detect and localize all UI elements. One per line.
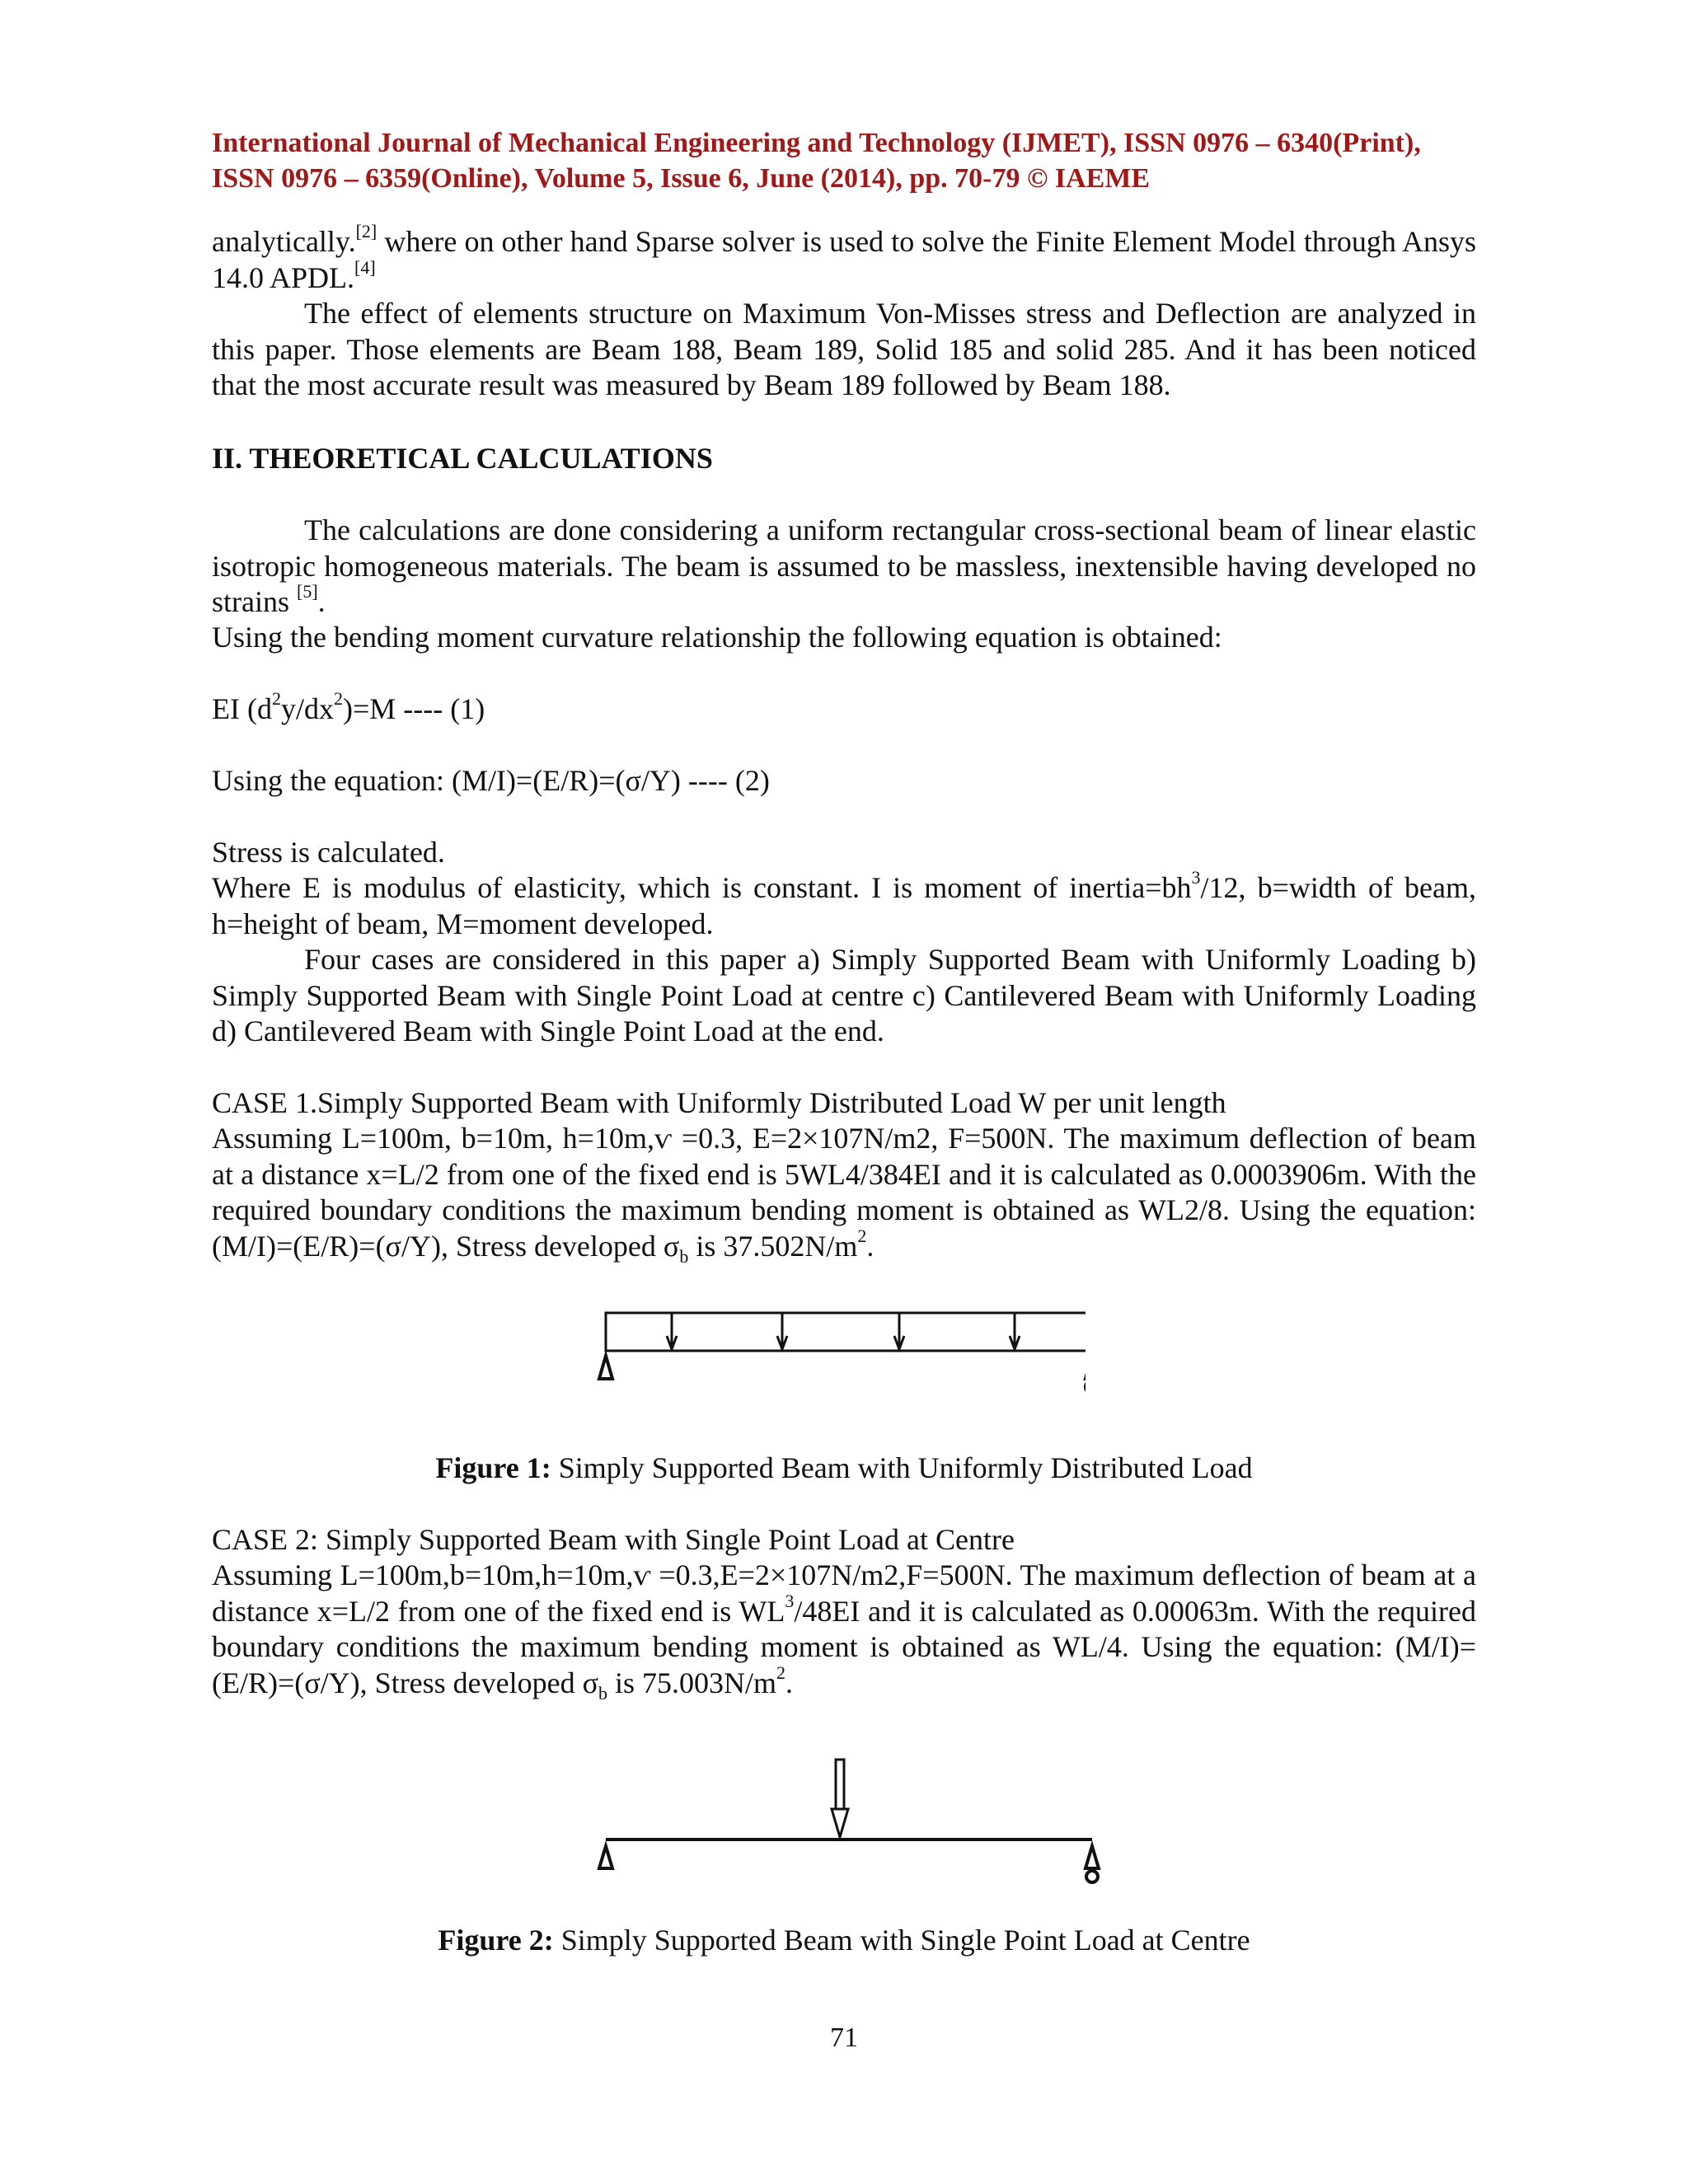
section-paragraph-1: The calculations are done considering a uniform rectangular cross-sectional beam of linear elastic isotropic homogeneous materials. The beam is assumed to be massless, inextensible having developed no strains [5]. (212, 513, 1476, 618)
section-paragraph-3: Stress is calculated. (212, 836, 445, 869)
section-heading: II. THEORETICAL CALCULATIONS (212, 442, 713, 475)
case-2-title: CASE 2: Simply Supported Beam with Single Point Load at Centre (212, 1523, 1015, 1556)
case-1-body: Assuming L=100m, b=10m, h=10m,ѵ =0.3, E=2×107N/m2, F=500N. The maximum deflection of beam at a distance x=L/2 from one of the fixed end is 5WL4/384EI and it is calculated as 0.0003906m. With the required boundary conditions the maximum bending moment is obtained as WL2/8. Using the equation: (M/I)=(E/R)=(σ/Y), Stress developed $\sigma_b$ is $37.502N/m^2$. (212, 1122, 1476, 1267)
intro-paragraph-2: The effect of elements structure on Maximum Von-Misses stress and Deflection are analyzed in this paper. Those elements are Beam 188, Beam 189, Solid 185 and solid 285. And it has been noticed that the most accurate result was measured by Beam 189 followed by Beam 188. (212, 297, 1476, 401)
point-load-arrow (832, 1760, 848, 1837)
figure-2-diagram (591, 1751, 1102, 1891)
figure-1-diagram (591, 1306, 1085, 1413)
header-line-1: International Journal of Mechanical Engineering and Technology (IJMET), ISSN 0976 – 6340(Print), (212, 128, 1421, 158)
citation-ref: [5] (297, 581, 318, 602)
equation-2: Using the equation: (M/I)=(E/R)=(σ/Y) ---- (2) (212, 764, 770, 797)
citation-ref: [2] (355, 221, 377, 241)
page-number: 71 (830, 2022, 858, 2053)
header-line-2: ISSN 0976 – 6359(Online), Volume 5, Issue 6, June (2014), pp. 70-79 © IAEME (212, 163, 1151, 194)
case-1-title: CASE 1.Simply Supported Beam with Uniformly Distributed Load W per unit length (212, 1086, 1226, 1119)
figure-2-caption: Figure 2: Simply Supported Beam with Single Point Load at Centre (438, 1924, 1250, 1957)
journal-header (212, 125, 1476, 196)
citation-ref: [4] (354, 256, 376, 278)
section-paragraph-4: Where E is modulus of elasticity, which is constant. I is moment of $inertia=bh^3/12$, b=width of beam, h=height of beam, M=moment developed. (212, 867, 1476, 940)
case-2-body: Assuming L=100m,b=10m,h=10m,ѵ =0.3,E=2×107N/m2,F=500N. The maximum deflection of beam at a distance x=L/2 from one of the fixed end is $WL^3/48EI$ and it is calculated as 0.00063m. With the required boundary conditions the maximum bending moment is obtained as WL/4. Using the equation: (M/I)=(E/R)=(σ/Y), Stress developed $\sigma_b$ is $75.003N/m^2$. (212, 1558, 1476, 1704)
distributed-load-arrows (667, 1313, 1020, 1349)
roller-support-right (1085, 1846, 1099, 1882)
intro-paragraph-1: analytically.[2] where on other hand Sparse solver is used to solve the Finite Element Model through Ansys 14.0 APDL.[4] (212, 221, 1476, 294)
section-paragraph-5: Four cases are considered in this paper a) Simply Supported Beam with Uniformly Loading b) Simply Supported Beam with Single Point Load at centre c) Cantilevered Beam with Uniformly Loading d) Cantilevered Beam with Single Point Load at the end. (212, 943, 1476, 1047)
section-paragraph-2: Using the bending moment curvature relationship the following equation is obtained: (212, 621, 1222, 654)
figure-1-caption: Figure 1: Simply Supported Beam with Uniformly Distributed Load (435, 1451, 1253, 1484)
pin-support-left (599, 1356, 612, 1379)
figure-1-label: Figure 1: (435, 1451, 551, 1484)
figure-2-label: Figure 2: (438, 1924, 554, 1957)
equation-1: EI $(d^2y/dx^2)=M$ ---- (1) (212, 688, 485, 725)
pin-support-left (599, 1846, 612, 1868)
